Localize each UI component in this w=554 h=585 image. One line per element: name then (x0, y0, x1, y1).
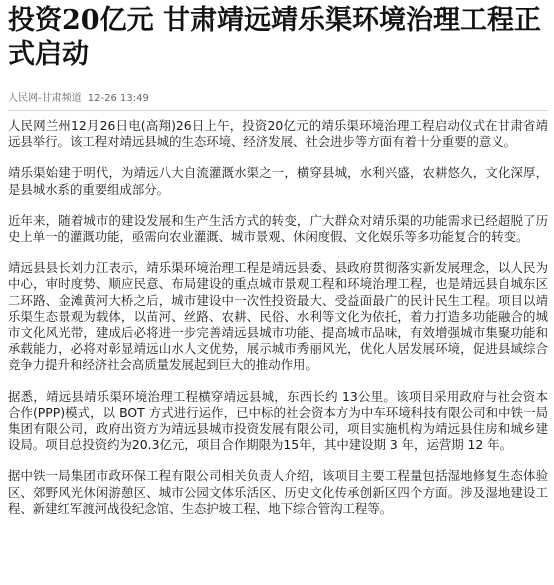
headline: 投资20亿元 甘肃靖远靖乐渠环境治理工程正式启动 (8, 5, 541, 70)
paragraph-4: 靖远县县长刘力江表示，靖乐渠环境治理工程是靖远县委、县政府贯彻落实新发展理念，以人民为中心，审时度势、顺应民意、布局建设的重点城市景观工程和环境治理工程，也是靖远县自城东区二环路、金滩黄河大桥之后，城市建设中一次性投资最大、受益面最广的民计民生工程。项目以靖乐渠生态景观为载体，以苗河、丝路、农耕、民俗、水利等文化为依托，着力打造多功能融合的城市文化风光带，建成后必将进一步完善靖远县城市功能、提高城市品味，有效增强城市集聚功能和承载能力，必将对彰显靖远山水人文优势，展示城市秀丽风光，优化人居发展环境，促进县域综合竞争力提升和经济社会高质量发展起到巨大的推动作用。 (8, 260, 548, 373)
paragraph-1: 人民网兰州12月26日电(高翔)26日上午，投资20亿元的靖乐渠环境治理工程启动仪式在甘肃省靖远县举行。该工程对靖远县城的生态环境、经济发展、社会进步等方面有着十分重要的意义。 (8, 118, 548, 150)
paragraph-3: 近年来，随着城市的建设发展和生产生活方式的转变，广大群众对靖乐渠的功能需求已经超脱了历史上单一的灌溉功能，亟需向农业灌溉、城市景观、休闲度假、文化娱乐等多功能复合的转变。 (8, 212, 548, 245)
divider (8, 110, 548, 111)
article-meta (8, 92, 152, 106)
paragraph-5: 据悉，靖远县靖乐渠环境治理工程横穿靖远县城，东西长约 13公里。该项目采用政府与社会资本合作(PPP)模式，以 BOT 方式进行运作，已中标的社会资本方为中车环境科技有限公司和中铁一局集团有限公司，政府出资方为靖远县城市投资发展有限公司，项目实施机构为靖远县住房和城乡建设局。项目总投资约为20.3亿元，项目合作期限为15年，其中建设期 3 年，运营期 12 年。 (8, 388, 548, 453)
source-label: 人民网-甘肃频道 (8, 93, 82, 104)
article-body (8, 118, 548, 532)
paragraph-6: 据中铁一局集团市政环保工程有限公司相关负责人介绍，该项目主要工程量包括湿地修复生态体验区、郊野风光休闲游憩区、城市公园文体乐活区、历史文化传承创新区四个方面。涉及湿地建设工程、新建红军渡河战役纪念馆、生态护坡工程、地下综合管沟工程等。 (8, 468, 548, 516)
paragraph-2: 靖乐渠始建于明代，为靖远八大自流灌溉水渠之一，横穿县城，水利兴盛，农耕悠久，文化深厚，是县城水系的重要组成部分。 (8, 165, 548, 197)
publish-date: 12-26 13:49 (87, 93, 149, 104)
